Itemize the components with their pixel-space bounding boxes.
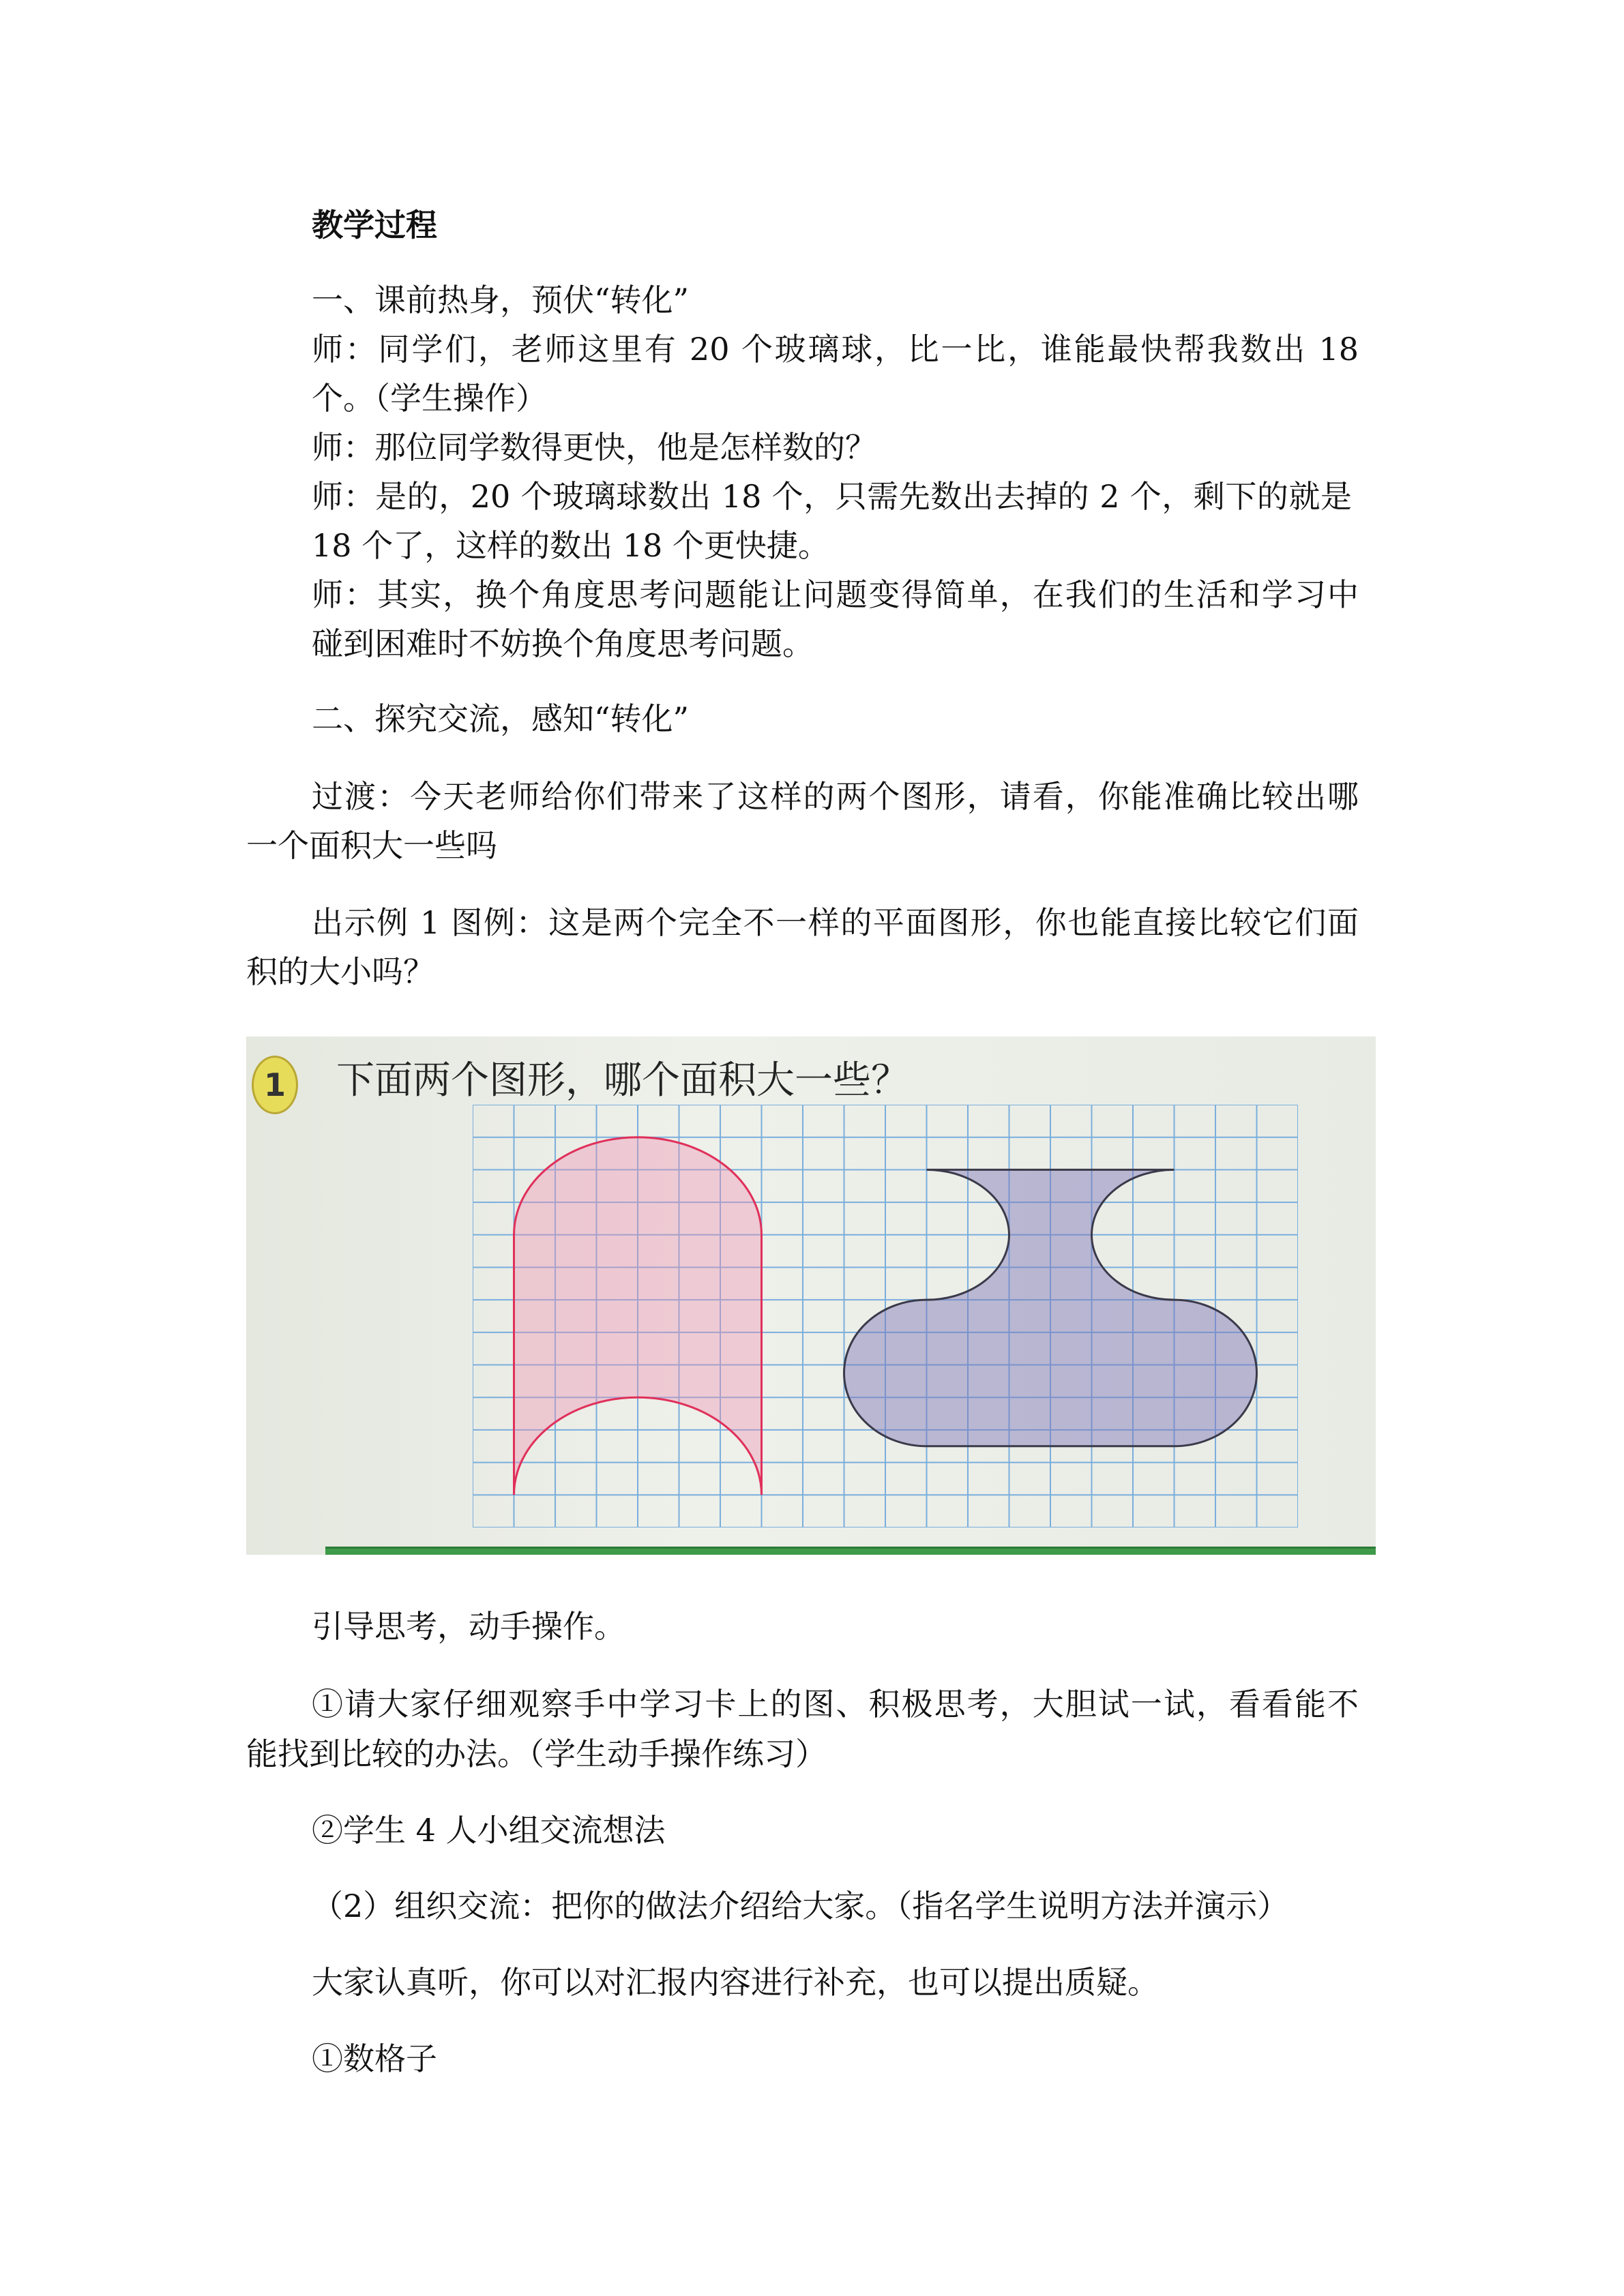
- paragraph-line: 一个面积大一些吗: [246, 827, 497, 864]
- paragraph-line: 18 个了，这样的数出 18 个更快捷。: [312, 527, 829, 564]
- example-number-badge: 1: [252, 1056, 298, 1114]
- page-heading: 教学过程: [312, 207, 437, 243]
- paragraph-line: 积的大小吗？: [246, 953, 434, 990]
- paragraph-line: 过渡：今天老师给你们带来了这样的两个图形，请看，你能准确比较出哪: [312, 778, 1359, 815]
- paragraph-line: 师：是的，20 个玻璃球数出 18 个，只需先数出去掉的 2 个，剩下的就是: [312, 478, 1352, 515]
- paragraph-line: 引导思考，动手操作。: [312, 1608, 625, 1645]
- paragraph-line: ①请大家仔细观察手中学习卡上的图、积极思考，大胆试一试，看看能不: [312, 1686, 1359, 1723]
- grid-paper: [473, 1105, 1298, 1527]
- section-1-title: 一、课前热身，预伏“转化”: [312, 282, 690, 318]
- paragraph-line: 能找到比较的办法。（学生动手操作练习）: [246, 1735, 827, 1772]
- paragraph-line: 师：那位同学数得更快，他是怎样数的？: [312, 429, 876, 466]
- paragraph-line: 师：同学们，老师这里有 20 个玻璃球，比一比，谁能最快帮我数出 18: [312, 331, 1359, 368]
- paragraph-line: ①数格子: [312, 2040, 437, 2077]
- paragraph-line: 大家认真听，你可以对汇报内容进行补充，也可以提出质疑。: [312, 1964, 1159, 2001]
- green-bar: [325, 1547, 1376, 1555]
- paragraph-line: 师：其实，换个角度思考问题能让问题变得简单，在我们的生活和学习中: [312, 576, 1359, 613]
- paragraph-line: 出示例 1 图例：这是两个完全不一样的平面图形，你也能直接比较它们面: [312, 904, 1359, 941]
- paragraph-line: 个。（学生操作）: [312, 380, 547, 417]
- figure-question: 下面两个图形，哪个面积大一些？: [336, 1058, 909, 1103]
- paragraph-line: （2）组织交流：把你的做法介绍给大家。（指名学生说明方法并演示）: [312, 1888, 1289, 1924]
- section-2-title: 二、探究交流，感知“转化”: [312, 700, 690, 737]
- paragraph-line: ②学生 4 人小组交流想法: [312, 1812, 666, 1849]
- paragraph-line: 碰到困难时不妨换个角度思考问题。: [312, 625, 814, 662]
- textbook-figure-photo: [246, 1037, 1376, 1555]
- vase-shape: [844, 1169, 1257, 1446]
